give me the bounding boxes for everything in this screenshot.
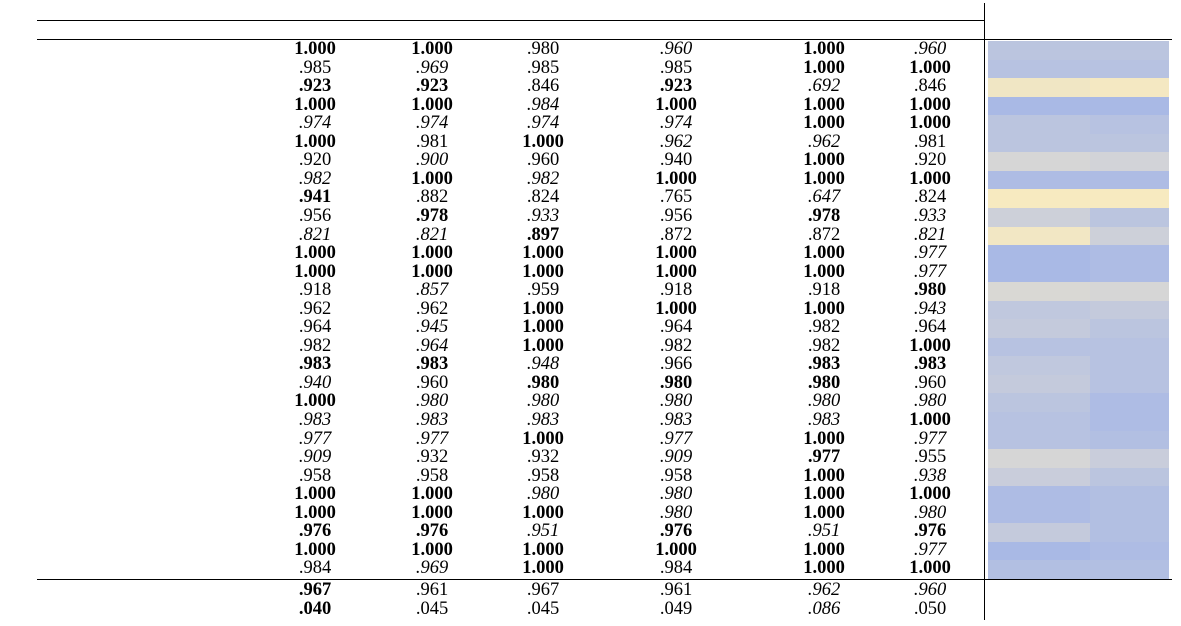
std-heat-cell bbox=[1090, 393, 1169, 412]
std-heat-cell bbox=[1090, 171, 1169, 190]
table-cell: .958 bbox=[526, 465, 560, 486]
table-cell: .955 bbox=[913, 447, 947, 468]
table-cell: .974 bbox=[415, 113, 449, 134]
table-cell: .909 bbox=[298, 447, 332, 468]
table-cell: .976 bbox=[659, 521, 693, 542]
table-cell: .956 bbox=[659, 205, 693, 226]
average-heat-cell bbox=[988, 78, 1090, 97]
table-cell: 1.000 bbox=[522, 539, 564, 560]
average-heat-cell bbox=[988, 97, 1090, 116]
table-cell: .984 bbox=[526, 94, 560, 115]
average-heat-cell bbox=[988, 468, 1090, 487]
table-cell: .982 bbox=[298, 168, 332, 189]
table-cell: .980 bbox=[659, 502, 693, 523]
table-cell: .974 bbox=[526, 113, 560, 134]
table-cell: 1.000 bbox=[803, 243, 845, 264]
table-cell: .981 bbox=[415, 131, 449, 152]
table-cell: .960 bbox=[659, 39, 693, 59]
table-cell: .980 bbox=[659, 372, 693, 393]
std-heat-cell bbox=[1090, 375, 1169, 394]
table-cell: .933 bbox=[526, 205, 560, 226]
footer-cell: .045 bbox=[415, 598, 449, 619]
table-cell: 1.000 bbox=[803, 94, 845, 115]
table-cell: .977 bbox=[913, 243, 947, 264]
table-cell: .960 bbox=[913, 39, 947, 59]
table-cell: 1.000 bbox=[909, 484, 951, 505]
table-cell: 1.000 bbox=[294, 94, 336, 115]
table-cell: 1.000 bbox=[655, 243, 697, 264]
std-heat-cell bbox=[1090, 319, 1169, 338]
std-heat-cell bbox=[1090, 486, 1169, 505]
table-cell: .983 bbox=[526, 410, 560, 430]
std-heat-cell bbox=[1090, 78, 1169, 97]
table-cell: .900 bbox=[415, 150, 449, 171]
table-cell: .984 bbox=[298, 558, 332, 579]
table-cell: 1.000 bbox=[909, 57, 951, 78]
table-cell: .977 bbox=[659, 428, 693, 449]
footer-cell: .040 bbox=[298, 598, 332, 619]
table-cell: .765 bbox=[659, 187, 693, 208]
std-heat-cell bbox=[1090, 189, 1169, 208]
table-cell: 1.000 bbox=[411, 168, 453, 189]
table-cell: .980 bbox=[526, 372, 560, 393]
table-cell: .969 bbox=[415, 558, 449, 579]
table-cell: .980 bbox=[526, 39, 560, 59]
average-heat-cell bbox=[988, 505, 1090, 524]
table-cell: 1.000 bbox=[909, 410, 951, 430]
average-heat-cell bbox=[988, 560, 1090, 579]
table-cell: .974 bbox=[298, 113, 332, 134]
table-cell: .846 bbox=[526, 76, 560, 97]
table-cell: 1.000 bbox=[655, 539, 697, 560]
table-cell: 1.000 bbox=[294, 131, 336, 152]
std-heat-cell bbox=[1090, 152, 1169, 171]
header-top-rule bbox=[37, 20, 984, 21]
average-heat-cell bbox=[988, 152, 1090, 171]
table-cell: .977 bbox=[298, 428, 332, 449]
table-cell: 1.000 bbox=[522, 317, 564, 338]
table-cell: .647 bbox=[807, 187, 841, 208]
table-cell: .977 bbox=[415, 428, 449, 449]
table-cell: .918 bbox=[659, 280, 693, 301]
table-cell: .933 bbox=[913, 205, 947, 226]
table-cell: .897 bbox=[526, 224, 560, 245]
average-heat-cell bbox=[988, 523, 1090, 542]
table-cell: .962 bbox=[298, 298, 332, 319]
table-cell: .985 bbox=[659, 57, 693, 78]
table-cell: .980 bbox=[659, 391, 693, 412]
table-cell: .918 bbox=[298, 280, 332, 301]
table-cell: .980 bbox=[807, 372, 841, 393]
table-cell: .982 bbox=[807, 317, 841, 338]
table-cell: 1.000 bbox=[294, 539, 336, 560]
table-cell: 1.000 bbox=[803, 261, 845, 282]
table-cell: .976 bbox=[415, 521, 449, 542]
table-cell: .983 bbox=[298, 410, 332, 430]
average-heat-cell bbox=[988, 189, 1090, 208]
table-cell: .857 bbox=[415, 280, 449, 301]
std-heat-cell bbox=[1090, 356, 1169, 375]
std-heat-cell bbox=[1090, 560, 1169, 579]
table-cell: .872 bbox=[807, 224, 841, 245]
table-cell: 1.000 bbox=[803, 484, 845, 505]
table-cell: .964 bbox=[415, 335, 449, 356]
table-cell: .918 bbox=[807, 280, 841, 301]
table-cell: 1.000 bbox=[803, 298, 845, 319]
table-cell: .958 bbox=[298, 465, 332, 486]
average-heat-cell bbox=[988, 375, 1090, 394]
average-heat-cell bbox=[988, 245, 1090, 264]
footer-cell: .045 bbox=[526, 598, 560, 619]
table-cell: 1.000 bbox=[411, 484, 453, 505]
table-cell: .977 bbox=[913, 261, 947, 282]
std-heat-cell bbox=[1090, 505, 1169, 524]
average-heat-cell bbox=[988, 431, 1090, 450]
table-cell: .983 bbox=[415, 354, 449, 375]
table-cell: .846 bbox=[913, 76, 947, 97]
table-cell: .692 bbox=[807, 76, 841, 97]
table-cell: 1.000 bbox=[294, 39, 336, 59]
footer-cell: .967 bbox=[298, 580, 332, 600]
table-cell: 1.000 bbox=[803, 150, 845, 171]
table-cell: .983 bbox=[659, 410, 693, 430]
table-cell: .980 bbox=[913, 502, 947, 523]
average-heat-cell bbox=[988, 449, 1090, 468]
table-cell: 1.000 bbox=[655, 168, 697, 189]
table-cell: 1.000 bbox=[803, 539, 845, 560]
table-cell: .977 bbox=[913, 539, 947, 560]
table-cell: 1.000 bbox=[803, 558, 845, 579]
std-heat-cell bbox=[1090, 97, 1169, 116]
average-heat-cell bbox=[988, 486, 1090, 505]
table-cell: 1.000 bbox=[909, 113, 951, 134]
table-cell: .960 bbox=[526, 150, 560, 171]
table-cell: .943 bbox=[913, 298, 947, 319]
footer-cell: .049 bbox=[659, 598, 693, 619]
table-cell: .824 bbox=[526, 187, 560, 208]
table-cell: .980 bbox=[659, 484, 693, 505]
table-cell: 1.000 bbox=[909, 94, 951, 115]
table-cell: .882 bbox=[415, 187, 449, 208]
table-cell: 1.000 bbox=[803, 57, 845, 78]
table-cell: .932 bbox=[415, 447, 449, 468]
average-heat-cell bbox=[988, 41, 1090, 60]
table-cell: .980 bbox=[526, 484, 560, 505]
table-cell: 1.000 bbox=[803, 465, 845, 486]
footer-cell: .962 bbox=[807, 580, 841, 600]
table-cell: .962 bbox=[807, 131, 841, 152]
std-heat-cell bbox=[1090, 115, 1169, 134]
table-cell: 1.000 bbox=[522, 261, 564, 282]
table-cell: .984 bbox=[659, 558, 693, 579]
table-cell: .977 bbox=[807, 447, 841, 468]
table-cell: .983 bbox=[807, 410, 841, 430]
table-cell: 1.000 bbox=[294, 502, 336, 523]
table-cell: .923 bbox=[298, 76, 332, 97]
table-cell: .983 bbox=[298, 354, 332, 375]
table-cell: .980 bbox=[415, 391, 449, 412]
table-cell: .958 bbox=[659, 465, 693, 486]
table-cell: 1.000 bbox=[803, 502, 845, 523]
std-heat-cell bbox=[1090, 227, 1169, 246]
table-cell: .824 bbox=[913, 187, 947, 208]
table-cell: 1.000 bbox=[294, 391, 336, 412]
table-cell: .945 bbox=[415, 317, 449, 338]
table-cell: .964 bbox=[659, 317, 693, 338]
table-cell: .969 bbox=[415, 57, 449, 78]
std-heat-cell bbox=[1090, 431, 1169, 450]
table-cell: .980 bbox=[913, 391, 947, 412]
table-cell: 1.000 bbox=[411, 39, 453, 59]
table-cell: 1.000 bbox=[522, 558, 564, 579]
table-cell: .978 bbox=[807, 205, 841, 226]
header-bottom-rule bbox=[37, 39, 1172, 40]
footer-cell: .050 bbox=[913, 598, 947, 619]
table-cell: 1.000 bbox=[803, 113, 845, 134]
average-heat-cell bbox=[988, 412, 1090, 431]
table-cell: .982 bbox=[526, 168, 560, 189]
std-heat-cell bbox=[1090, 338, 1169, 357]
table-cell: .938 bbox=[913, 465, 947, 486]
table-cell: .976 bbox=[298, 521, 332, 542]
table-cell: .983 bbox=[415, 410, 449, 430]
table-cell: 1.000 bbox=[522, 243, 564, 264]
table-cell: 1.000 bbox=[909, 558, 951, 579]
table-cell: .821 bbox=[415, 224, 449, 245]
std-heat-cell bbox=[1090, 449, 1169, 468]
table-cell: 1.000 bbox=[655, 94, 697, 115]
table-cell: .960 bbox=[415, 372, 449, 393]
table-cell: 1.000 bbox=[522, 428, 564, 449]
table-cell: .959 bbox=[526, 280, 560, 301]
footer-cell: .086 bbox=[807, 598, 841, 619]
table-cell: .958 bbox=[415, 465, 449, 486]
table-cell: 1.000 bbox=[294, 261, 336, 282]
table-cell: 1.000 bbox=[655, 298, 697, 319]
average-heat-cell bbox=[988, 356, 1090, 375]
table-cell: .940 bbox=[659, 150, 693, 171]
std-heat-cell bbox=[1090, 134, 1169, 153]
average-heat-cell bbox=[988, 319, 1090, 338]
table-cell: .976 bbox=[913, 521, 947, 542]
std-heat-cell bbox=[1090, 301, 1169, 320]
average-heat-cell bbox=[988, 282, 1090, 301]
table-cell: .821 bbox=[298, 224, 332, 245]
table-cell: .983 bbox=[913, 354, 947, 375]
average-heat-cell bbox=[988, 542, 1090, 561]
stats-separator bbox=[984, 3, 985, 620]
average-heat-cell bbox=[988, 208, 1090, 227]
average-heat-cell bbox=[988, 60, 1090, 79]
std-heat-cell bbox=[1090, 542, 1169, 561]
average-heat-cell bbox=[988, 264, 1090, 283]
table-cell: .985 bbox=[526, 57, 560, 78]
table-cell: .980 bbox=[807, 391, 841, 412]
table-cell: 1.000 bbox=[411, 261, 453, 282]
average-heat-cell bbox=[988, 171, 1090, 190]
table-cell: .920 bbox=[913, 150, 947, 171]
table-cell: 1.000 bbox=[411, 502, 453, 523]
table-cell: 1.000 bbox=[294, 484, 336, 505]
average-heat-cell bbox=[988, 338, 1090, 357]
table-cell: 1.000 bbox=[522, 131, 564, 152]
table-cell: .941 bbox=[298, 187, 332, 208]
table-cell: .920 bbox=[298, 150, 332, 171]
table-cell: .964 bbox=[913, 317, 947, 338]
std-heat-cell bbox=[1090, 282, 1169, 301]
std-heat-cell bbox=[1090, 41, 1169, 60]
table-cell: .977 bbox=[913, 428, 947, 449]
average-heat-cell bbox=[988, 393, 1090, 412]
table-cell: .923 bbox=[415, 76, 449, 97]
table-cell: 1.000 bbox=[909, 168, 951, 189]
table-cell: 1.000 bbox=[411, 94, 453, 115]
footer-cell: .967 bbox=[526, 580, 560, 600]
average-heat-cell bbox=[988, 301, 1090, 320]
table-cell: 1.000 bbox=[655, 261, 697, 282]
std-heat-cell bbox=[1090, 208, 1169, 227]
table-cell: 1.000 bbox=[522, 298, 564, 319]
table-cell: .974 bbox=[659, 113, 693, 134]
table-cell: .962 bbox=[415, 298, 449, 319]
std-heat-cell bbox=[1090, 523, 1169, 542]
table-cell: 1.000 bbox=[411, 539, 453, 560]
table-cell: .982 bbox=[298, 335, 332, 356]
average-heat-cell bbox=[988, 115, 1090, 134]
table-cell: .981 bbox=[913, 131, 947, 152]
table-cell: .956 bbox=[298, 205, 332, 226]
table-cell: 1.000 bbox=[803, 168, 845, 189]
std-heat-cell bbox=[1090, 60, 1169, 79]
table-cell: .872 bbox=[659, 224, 693, 245]
table-cell: .932 bbox=[526, 447, 560, 468]
table-cell: 1.000 bbox=[803, 39, 845, 59]
table-cell: .980 bbox=[913, 280, 947, 301]
table-cell: .982 bbox=[807, 335, 841, 356]
table-cell: 1.000 bbox=[522, 335, 564, 356]
average-heat-cell bbox=[988, 227, 1090, 246]
footer-cell: .961 bbox=[415, 580, 449, 600]
table-cell: .978 bbox=[415, 205, 449, 226]
table-cell: .821 bbox=[913, 224, 947, 245]
footer-cell: .960 bbox=[913, 580, 947, 600]
table-cell: .923 bbox=[659, 76, 693, 97]
table-cell: .951 bbox=[526, 521, 560, 542]
std-heat-cell bbox=[1090, 412, 1169, 431]
table-cell: .951 bbox=[807, 521, 841, 542]
table-cell: 1.000 bbox=[909, 335, 951, 356]
table-cell: .964 bbox=[298, 317, 332, 338]
table-cell: .960 bbox=[913, 372, 947, 393]
table-cell: .983 bbox=[807, 354, 841, 375]
table-cell: .909 bbox=[659, 447, 693, 468]
table-cell: 1.000 bbox=[411, 243, 453, 264]
footer-cell: .961 bbox=[659, 580, 693, 600]
table-cell: 1.000 bbox=[522, 502, 564, 523]
std-heat-cell bbox=[1090, 264, 1169, 283]
table-cell: 1.000 bbox=[803, 428, 845, 449]
table-cell: 1.000 bbox=[294, 243, 336, 264]
average-heat-cell bbox=[988, 134, 1090, 153]
table-cell: .985 bbox=[298, 57, 332, 78]
table-cell: .962 bbox=[659, 131, 693, 152]
table-cell: .948 bbox=[526, 354, 560, 375]
table-cell: .980 bbox=[526, 391, 560, 412]
std-heat-cell bbox=[1090, 468, 1169, 487]
table-cell: .982 bbox=[659, 335, 693, 356]
table-cell: .966 bbox=[659, 354, 693, 375]
table-cell: .940 bbox=[298, 372, 332, 393]
std-heat-cell bbox=[1090, 245, 1169, 264]
